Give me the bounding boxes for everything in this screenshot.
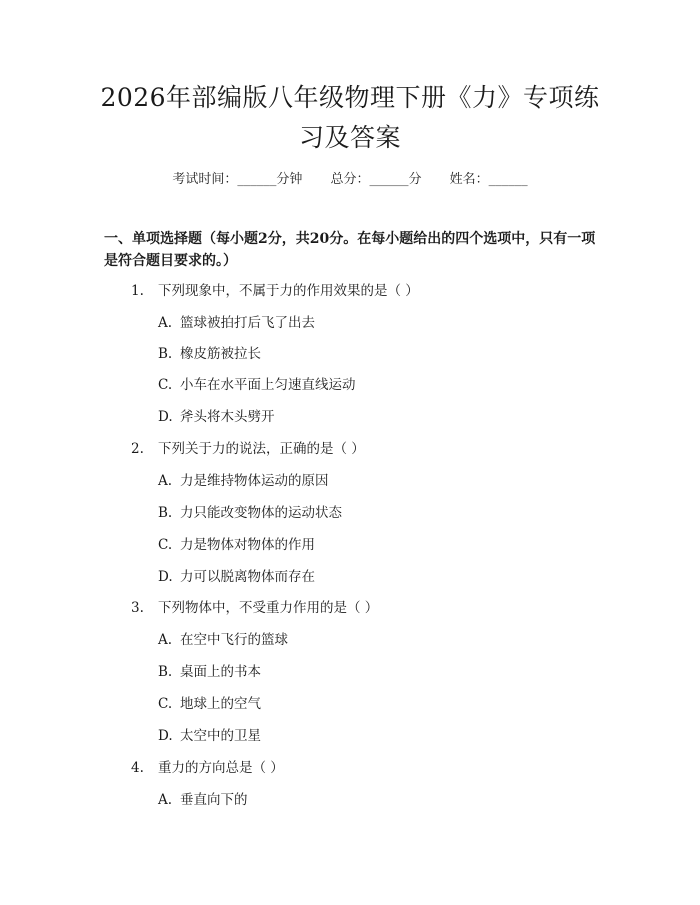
question-3	[131, 598, 378, 618]
question-number: 1.	[131, 283, 144, 299]
question-2	[131, 439, 365, 459]
question-3-option-d	[158, 726, 261, 746]
section-heading	[104, 228, 604, 272]
question-3-option-a	[158, 630, 288, 650]
question-number: 4.	[131, 760, 144, 776]
question-number: 2.	[131, 441, 144, 457]
question-text: 下列关于力的说法，正确的是（ ）	[158, 441, 365, 457]
option-text: 地球上的空气	[180, 696, 261, 712]
question-3-option-c	[158, 694, 261, 714]
question-1-option-c	[158, 375, 356, 395]
question-1	[131, 281, 419, 301]
option-text: 力可以脱离物体而存在	[180, 569, 315, 585]
question-4-option-a	[158, 790, 248, 810]
question-1-option-a	[158, 313, 315, 333]
option-text: 桌面上的书本	[180, 664, 261, 680]
question-1-option-b	[158, 344, 261, 364]
question-text: 下列现象中，不属于力的作用效果的是（ ）	[158, 283, 419, 299]
option-text: 小车在水平面上匀速直线运动	[180, 377, 356, 393]
option-letter: B.	[158, 346, 173, 362]
option-letter: D.	[158, 728, 173, 744]
section-heading-line-2: 是符合题目要求的。）	[104, 253, 237, 269]
question-text: 重力的方向总是（ ）	[158, 760, 284, 776]
option-letter: A.	[158, 315, 173, 331]
question-2-option-c	[158, 535, 315, 555]
question-1-option-d	[158, 407, 275, 427]
option-text: 斧头将木头劈开	[180, 409, 275, 425]
option-text: 垂直向下的	[180, 792, 248, 808]
option-text: 篮球被拍打后飞了出去	[180, 315, 315, 331]
option-text: 橡皮筋被拉长	[180, 346, 261, 362]
option-letter: B.	[158, 664, 173, 680]
option-text: 力是维持物体运动的原因	[180, 473, 329, 489]
title-line-1: 2026年部编版八年级物理下册《力》专项练	[100, 83, 600, 112]
question-2-option-b	[158, 503, 342, 523]
option-text: 在空中飞行的篮球	[180, 632, 288, 648]
exam-info-line	[0, 168, 700, 187]
option-letter: C.	[158, 377, 173, 393]
question-3-option-b	[158, 662, 261, 682]
option-letter: C.	[158, 537, 173, 553]
option-letter: A.	[158, 792, 173, 808]
option-letter: A.	[158, 473, 173, 489]
exam-time-field: 考试时间：______分钟	[172, 172, 303, 187]
total-score-field: 总分：______分	[330, 172, 422, 187]
section-heading-line-1: 一、单项选择题（每小题2分，共20分。在每小题给出的四个选项中，只有一项	[104, 231, 596, 247]
question-2-option-d	[158, 567, 315, 587]
option-letter: B.	[158, 505, 173, 521]
title-line-2: 习及答案	[298, 123, 401, 152]
question-text: 下列物体中，不受重力作用的是（ ）	[158, 600, 379, 616]
option-text: 太空中的卫星	[180, 728, 261, 744]
option-letter: D.	[158, 569, 173, 585]
option-letter: D.	[158, 409, 173, 425]
student-name-field: 姓名：______	[449, 172, 528, 187]
option-text: 力只能改变物体的运动状态	[180, 505, 342, 521]
question-4	[131, 758, 284, 778]
option-letter: A.	[158, 632, 173, 648]
option-text: 力是物体对物体的作用	[180, 537, 315, 553]
question-2-option-a	[158, 471, 329, 491]
question-number: 3.	[131, 600, 144, 616]
option-letter: C.	[158, 696, 173, 712]
page-title	[90, 78, 610, 158]
